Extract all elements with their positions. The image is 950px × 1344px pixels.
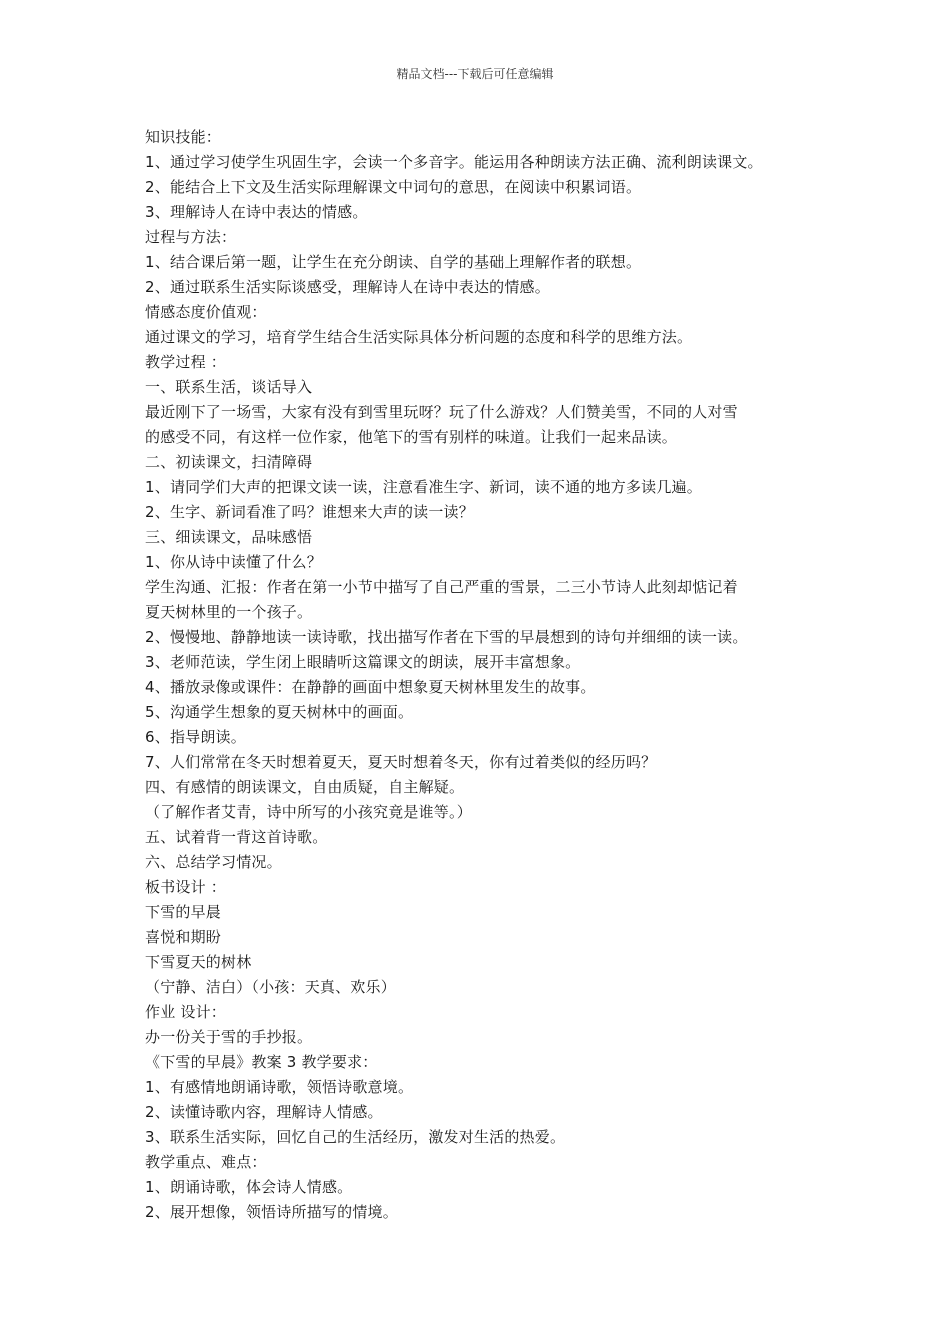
- text-line: 4、播放录像或课件：在静静的画面中想象夏天树林里发生的故事。: [145, 678, 596, 696]
- text-line: 3、理解诗人在诗中表达的情感。: [145, 203, 368, 221]
- text-line: 2、生字、新词看准了吗？谁想来大声的读一读？: [145, 503, 474, 521]
- text-line: 教学过程 ：: [145, 353, 226, 371]
- text-line: 的感受不同，有这样一位作家，他笔下的雪有别样的味道。让我们一起来品读。: [145, 428, 678, 446]
- text-line: 作业 设计：: [145, 1003, 226, 1021]
- text-line: 2、读懂诗歌内容，理解诗人情感。: [145, 1103, 383, 1121]
- text-line: 2、慢慢地、静静地读一读诗歌，找出描写作者在下雪的早晨想到的诗句并细细的读一读。: [145, 628, 748, 646]
- text-line: 过程与方法：: [145, 228, 237, 246]
- page-header: 精品文档---下载后可任意编辑: [396, 67, 554, 81]
- text-line: 办一份关于雪的手抄报。: [145, 1028, 313, 1046]
- text-line: 5、沟通学生想象的夏天树林中的画面。: [145, 703, 414, 721]
- text-line: （了解作者艾青，诗中所写的小孩究竟是谁等。）: [145, 803, 472, 821]
- text-line: 1、朗诵诗歌，体会诗人情感。: [145, 1178, 353, 1196]
- text-line: 通过课文的学习，培育学生结合生活实际具体分析问题的态度和科学的思维方法。: [145, 328, 693, 346]
- text-line: 下雪的早晨: [145, 903, 222, 921]
- text-line: （宁静、洁白）（小孩：天真、欢乐）: [145, 978, 396, 996]
- text-line: 1、你从诗中读懂了什么？: [145, 553, 322, 571]
- text-line: 2、能结合上下文及生活实际理解课文中词句的意思，在阅读中积累词语。: [145, 178, 642, 196]
- text-line: 2、通过联系生活实际谈感受，理解诗人在诗中表达的情感。: [145, 278, 550, 296]
- text-line: 1、请同学们大声的把课文读一读，注意看准生字、新词，读不通的地方多读几遍。: [145, 478, 702, 496]
- text-line: 2、展开想像，领悟诗所描写的情境。: [145, 1203, 398, 1221]
- text-line: 6、指导朗读。: [145, 728, 246, 746]
- text-line: 四、有感情的朗读课文，自由质疑，自主解疑。: [145, 778, 465, 796]
- text-line: 板书设计 ：: [145, 878, 226, 896]
- text-line: 最近刚下了一场雪，大家有没有到雪里玩呀？玩了什么游戏？人们赞美雪，不同的人对雪: [145, 403, 738, 421]
- text-line: 喜悦和期盼: [145, 928, 222, 946]
- text-line: 1、有感情地朗诵诗歌，领悟诗歌意境。: [145, 1078, 414, 1096]
- document-body: [145, 125, 935, 1225]
- text-line: 二、初读课文，扫清障碍: [145, 453, 313, 471]
- text-line: 3、联系生活实际，回忆自己的生活经历，激发对生活的热爱。: [145, 1128, 566, 1146]
- text-line: 情感态度价值观：: [145, 303, 267, 321]
- text-line: 1、结合课后第一题，让学生在充分朗读、自学的基础上理解作者的联想。: [145, 253, 642, 271]
- text-line: 一、联系生活，谈话导入: [145, 378, 313, 396]
- text-line: 3、老师范读，学生闭上眼睛听这篇课文的朗读，展开丰富想象。: [145, 653, 581, 671]
- text-line: 夏天树林里的一个孩子。: [145, 603, 313, 621]
- text-line: 教学重点、难点：: [145, 1153, 267, 1171]
- text-line: 1、通过学习使学生巩固生字，会读一个多音字。能运用各种朗读方法正确、流利朗读课文。: [145, 153, 763, 171]
- text-line: 六、总结学习情况。: [145, 853, 282, 871]
- text-line: 知识技能：: [145, 128, 222, 146]
- text-line: 下雪夏天的树林: [145, 953, 252, 971]
- text-line: 《下雪的早晨》教案 3 教学要求：: [145, 1053, 378, 1071]
- text-line: 五、试着背一背这首诗歌。: [145, 828, 328, 846]
- text-line: 7、人们常常在冬天时想着夏天，夏天时想着冬天，你有过着类似的经历吗？: [145, 753, 657, 771]
- text-line: 三、细读课文，品味感悟: [145, 528, 313, 546]
- text-line: 学生沟通、汇报：作者在第一小节中描写了自己严重的雪景，二三小节诗人此刻却惦记着: [145, 578, 738, 596]
